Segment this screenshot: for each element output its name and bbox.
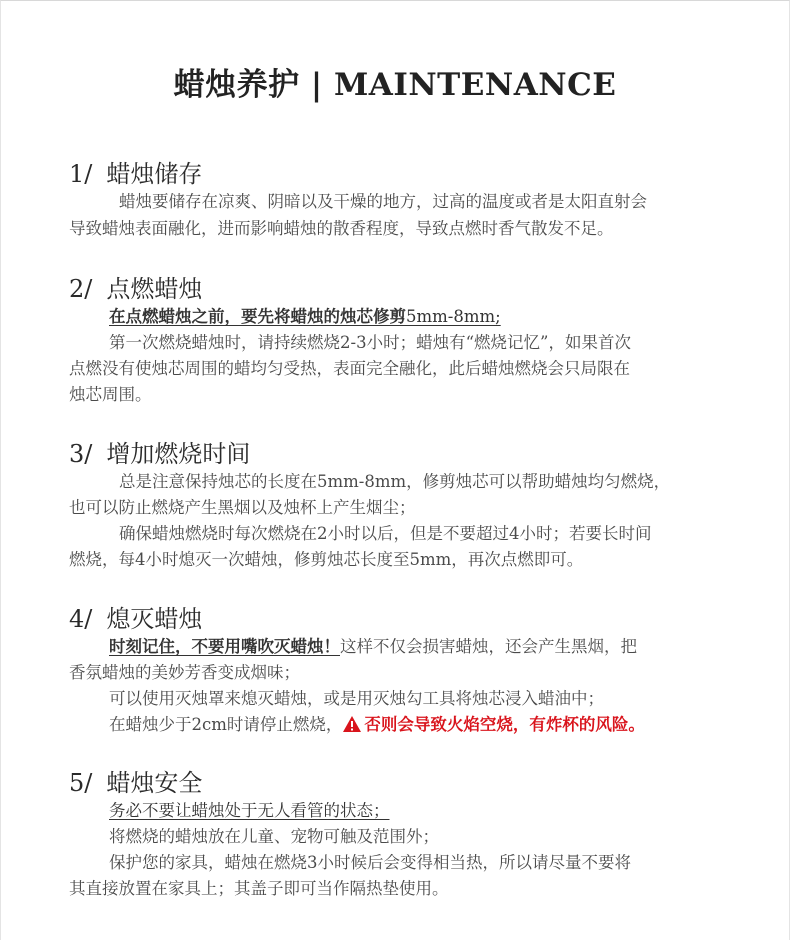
section-number: 2/ [69, 275, 93, 303]
warning-text: 否则会导致火焰空烧，有炸杯的风险。 [364, 715, 645, 734]
section-number: 1/ [69, 160, 93, 188]
paragraph-line: 导致蜡烛表面融化，进而影响蜡烛的散香程度，导致点燃时香气散发不足。 [69, 219, 614, 238]
paragraph-line: 总是注意保持烛芯的长度在5mm-8mm，修剪烛芯可以帮助蜡烛均匀燃烧， [119, 472, 671, 491]
stop-burning-text: 在蜡烛少于2cm时请停止燃烧， [109, 715, 343, 734]
paragraph-line: 其直接放置在家具上；其盖子即可当作隔热垫使用。 [69, 879, 449, 898]
paragraph-line: 蜡烛要储存在凉爽、阴暗以及干燥的地方，过高的温度或者是太阳直射会 [119, 192, 647, 211]
page-title: 蜡烛养护 | MAINTENANCE [173, 67, 617, 103]
paragraph-line: 确保蜡烛燃烧时每次燃烧在2小时以后，但是不要超过4小时；若要长时间 [119, 524, 652, 543]
trim-wick-emphasis: 在点燃蜡烛之前，要先将蜡烛的烛芯修剪 [109, 307, 406, 326]
emphasis-tail: 这样不仅会损害蜡烛，还会产生黑烟，把 [340, 637, 637, 656]
warning-triangle-icon [342, 715, 362, 739]
no-blowing-emphasis: 时刻记住，不要用嘴吹灭蜡烛！ [109, 637, 340, 656]
paragraph-line: 燃烧，每4小时熄灭一次蜡烛，修剪烛芯长度至5mm，再次点燃即可。 [69, 550, 584, 569]
section-number: 3/ [69, 440, 93, 468]
section-heading-text: 增加燃烧时间 [106, 440, 251, 468]
emphasis-line [109, 800, 789, 822]
trim-wick-length: 5mm-8mm; [406, 307, 501, 326]
section-number: 4/ [69, 605, 93, 633]
section-heading-text: 蜡烛安全 [106, 769, 203, 797]
paragraph-line: 可以使用灭烛罩来熄灭蜡烛，或是用灭烛勾工具将烛芯浸入蜡油中； [109, 689, 604, 708]
emphasis-line [109, 636, 789, 658]
section-heading-extinguish [69, 599, 202, 634]
paragraph-line: 保护您的家具，蜡烛在燃烧3小时候后会变得相当热，所以请尽量不要将 [109, 853, 631, 872]
warning-line [109, 714, 789, 739]
paragraph-line: 也可以防止燃烧产生黑烟以及烛杯上产生烟尘； [69, 498, 416, 517]
paragraph-line: 第一次燃烧蜡烛时，请持续燃烧2-3小时；蜡烛有“燃烧记忆”，如果首次 [109, 333, 631, 352]
section-number: 5/ [69, 769, 93, 797]
section-heading-text: 熄灭蜡烛 [106, 605, 203, 633]
section-heading-lighting [69, 269, 202, 304]
section-heading-text: 点燃蜡烛 [106, 275, 203, 303]
paragraph-line: 点燃没有使烛芯周围的蜡均匀受热，表面完全融化，此后蜡烛燃烧会只局限在 [69, 359, 630, 378]
section-heading-burn-time [69, 434, 250, 469]
section-heading-text: 蜡烛储存 [106, 160, 203, 188]
paragraph-line: 将燃烧的蜡烛放在儿童、宠物可触及范围外； [109, 827, 439, 846]
section-heading-storage [69, 154, 202, 189]
unattended-emphasis: 务必不要让蜡烛处于无人看管的状态； [109, 801, 390, 820]
section-heading-safety [69, 763, 202, 798]
paragraph-line: 香氛蜡烛的美妙芳香变成烟味； [69, 663, 300, 682]
emphasis-line [109, 306, 789, 328]
paragraph-line: 烛芯周围。 [69, 385, 152, 404]
